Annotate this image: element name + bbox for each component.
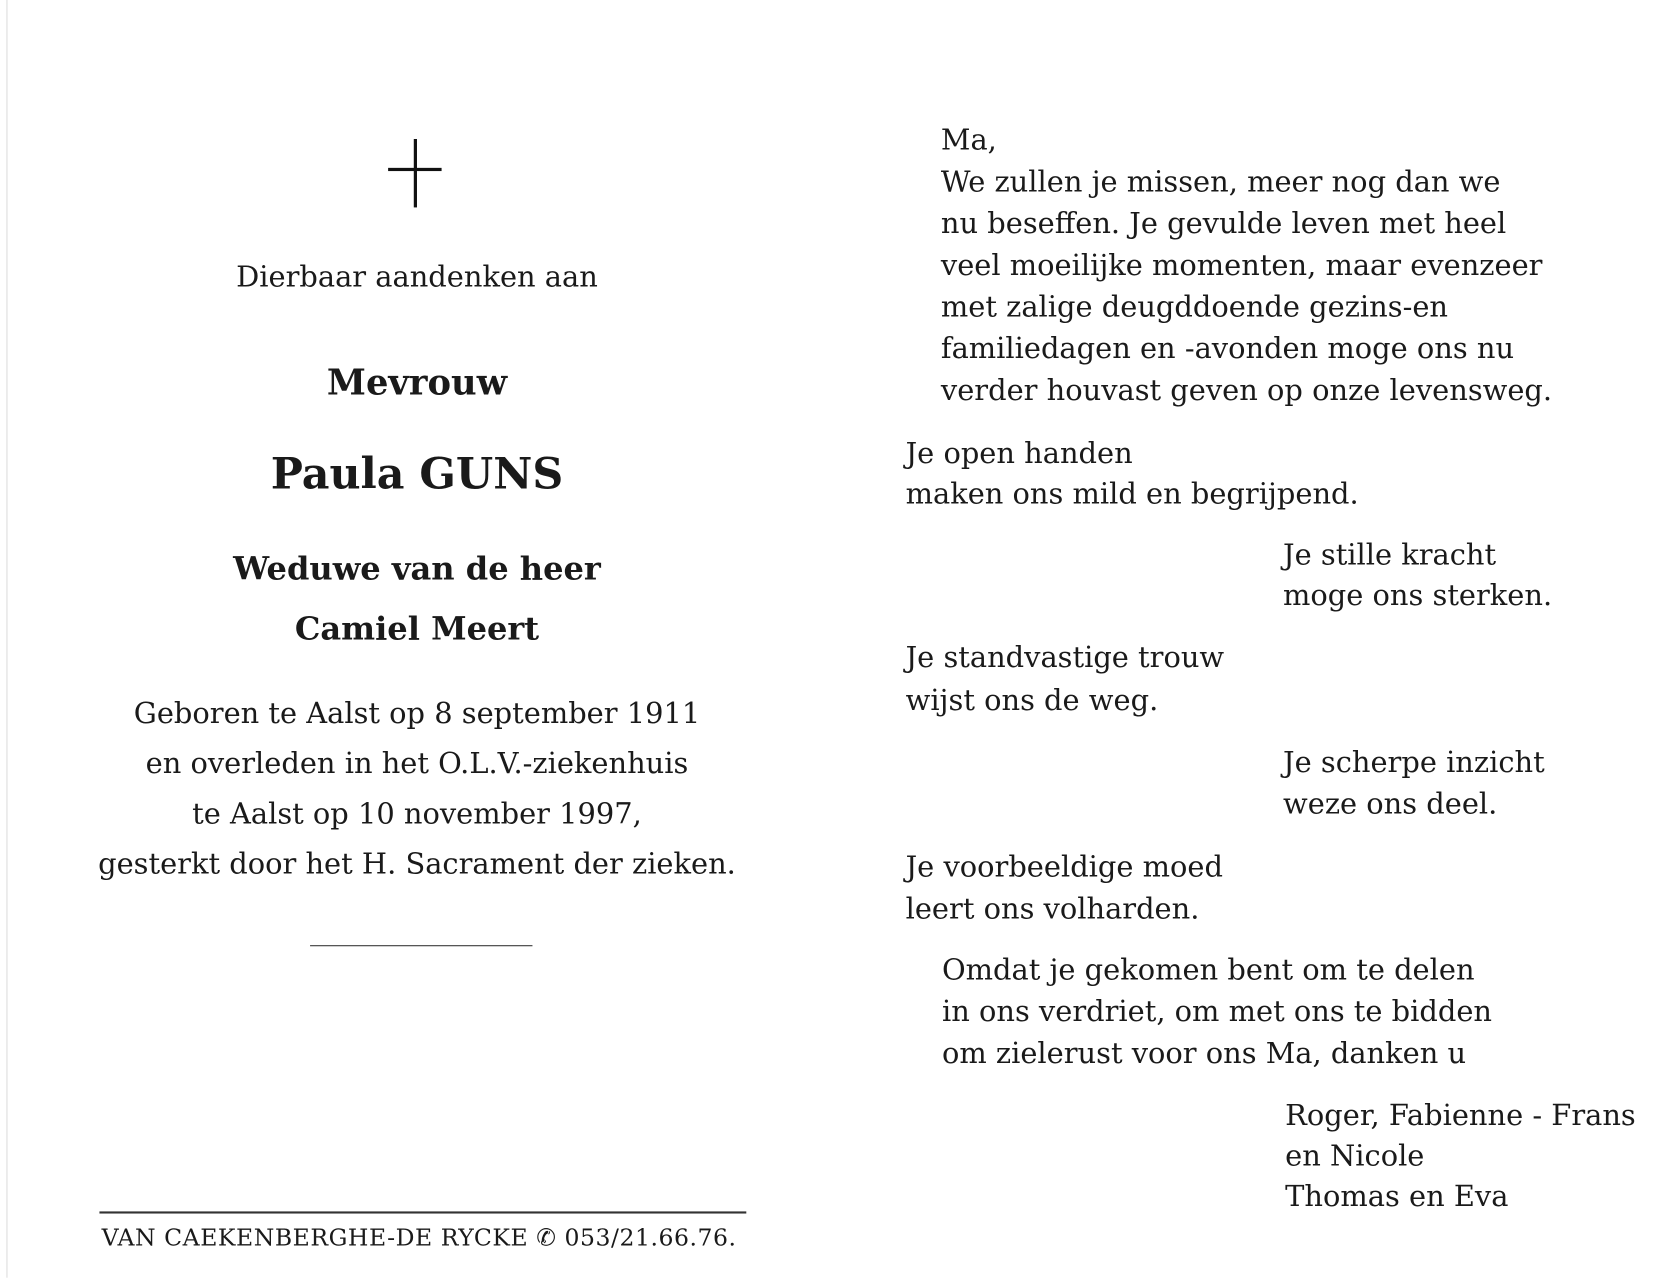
- divider: [310, 945, 532, 946]
- poem-line: familiedagen en -avonden moge ons nu: [940, 332, 1515, 366]
- thanks-line: Omdat je gekomen bent om te delen: [941, 953, 1475, 987]
- stanza-line: maken ons mild en begrijpend.: [905, 477, 1359, 512]
- stanza-line: weze ons deel.: [1283, 788, 1498, 822]
- printer-credit: VAN CAEKENBERGHE-DE RYCKE ✆ 053/21.66.76.: [101, 1225, 737, 1253]
- detail-line: Geboren te Aalst op 8 september 1911: [133, 697, 701, 731]
- detail-line: te Aalst op 10 november 1997,: [192, 797, 642, 831]
- stanza-line: wijst ons de weg.: [905, 684, 1159, 718]
- spouse-line-1: Weduwe van de heer: [233, 550, 601, 589]
- poem-line: We zullen je missen, meer nog dan we: [940, 165, 1501, 199]
- intro-text: Dierbaar aandenken aan: [236, 260, 598, 295]
- poem-line: met zalige deugddoende gezins-en: [940, 290, 1448, 324]
- stanza-line: Je standvastige trouw: [905, 641, 1225, 675]
- cross-icon: [388, 139, 441, 207]
- deceased-name: Paula GUNS: [270, 449, 564, 500]
- poem-line: veel moeilijke momenten, maar evenzeer: [940, 249, 1543, 283]
- stanza-line: Je voorbeeldige moed: [905, 851, 1223, 885]
- signature-line: Thomas en Eva: [1285, 1180, 1509, 1214]
- detail-line: en overleden in het O.L.V.-ziekenhuis: [145, 747, 689, 781]
- title-text: Mevrouw: [326, 361, 508, 404]
- signature-line: en Nicole: [1285, 1139, 1425, 1173]
- stanza-line: Je stille kracht: [1283, 538, 1497, 573]
- card-edge: [6, 0, 7, 1278]
- stanza-line: leert ons volharden.: [905, 892, 1200, 926]
- poem-line: verder houvast geven op onze levensweg.: [940, 374, 1553, 408]
- thanks-line: om zielerust voor ons Ma, danken u: [941, 1037, 1467, 1071]
- stanza-line: moge ons sterken.: [1283, 579, 1553, 613]
- spouse-line-2: Camiel Meert: [294, 610, 540, 648]
- footer-rule: [99, 1211, 746, 1213]
- poem-line: nu beseffen. Je gevulde leven met heel: [940, 207, 1507, 241]
- stanza-line: Je open handen: [905, 437, 1133, 471]
- stanza-line: Je scherpe inzicht: [1283, 746, 1545, 780]
- thanks-line: in ons verdriet, om met ons te bidden: [941, 995, 1493, 1029]
- poem-line: Ma,: [940, 124, 997, 158]
- signature-line: Roger, Fabienne - Frans: [1285, 1099, 1636, 1133]
- detail-line: gesterkt door het H. Sacrament der zieken.: [98, 847, 736, 882]
